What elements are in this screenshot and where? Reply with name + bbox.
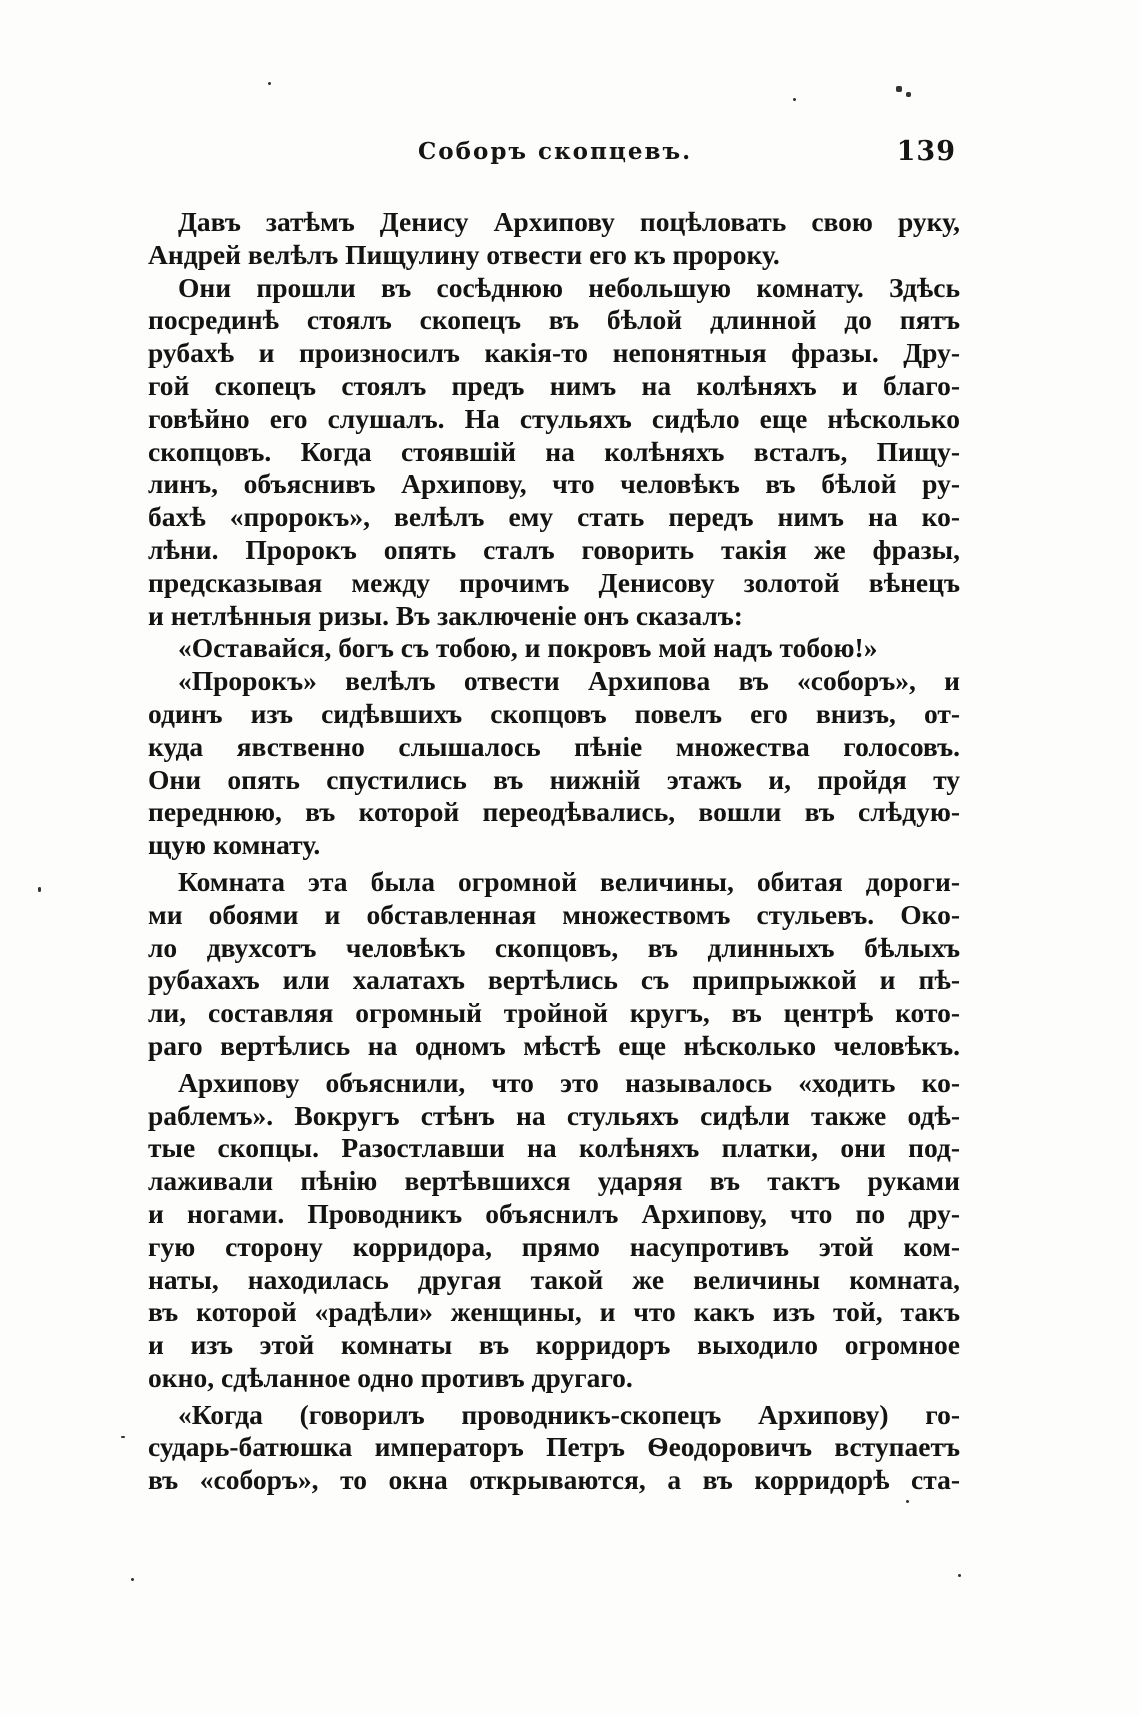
- print-speck: [906, 1500, 909, 1503]
- text-line: «Пророкъ» велѣлъ отвести Архипова въ «соборъ», и: [178, 665, 960, 697]
- text-line: раго вертѣлись на одномъ мѣстѣ еще нѣсколько человѣкъ.: [148, 1029, 960, 1061]
- paragraph: [148, 206, 960, 272]
- text-line: одинъ изъ сидѣвшихъ скопцовъ повелъ его внизъ, от-: [148, 697, 960, 729]
- text-line: «Когда (говорилъ проводникъ-скопецъ Архипову) го-: [178, 1398, 960, 1430]
- page-header: [148, 138, 956, 178]
- text-line: рубахѣ и произносилъ какія-то непонятныя фразы. Дру-: [148, 337, 960, 369]
- text-line: лѣни. Пророкъ опять сталъ говорить такія же фразы,: [148, 533, 960, 565]
- paragraph: [148, 632, 960, 665]
- text-line: въ которой «радѣли» женщины, и что какъ изъ той, такъ: [148, 1296, 960, 1328]
- text-line: переднюю, въ которой переодѣвались, вошли въ слѣдую-: [148, 796, 960, 828]
- text-line: рубахахъ или халатахъ вертѣлись съ припрыжкой и пѣ-: [148, 964, 960, 996]
- paragraph: [148, 1399, 960, 1497]
- text-line: и нетлѣнныя ризы. Въ заключеніе онъ сказалъ:: [148, 599, 743, 631]
- print-speck: [906, 92, 911, 97]
- text-line: окно, сдѣланное одно противъ другаго.: [148, 1361, 633, 1393]
- text-line: Андрей велѣлъ Пищулину отвести его къ пророку.: [148, 238, 780, 270]
- text-line: ми обоями и обставленная множествомъ стульевъ. Око-: [148, 898, 960, 930]
- text-line: щую комнату.: [148, 829, 321, 861]
- page-number: 139: [896, 136, 956, 167]
- text-line: гую сторону корридора, прямо насупротивъ этой ком-: [148, 1230, 960, 1262]
- text-line: сударь-батюшка императоръ Петръ Ѳеодоровичъ вступаетъ: [148, 1431, 960, 1463]
- paragraph: [148, 665, 960, 862]
- text-line: «Оставайся, богъ съ тобою, и покровъ мой надъ тобою!»: [178, 632, 878, 664]
- print-speck: [268, 82, 271, 85]
- text-line: линъ, объяснивъ Архипову, что человѣкъ въ бѣлой ру-: [148, 468, 960, 500]
- text-line: раблемъ». Вокругъ стѣнъ на стульяхъ сидѣли также одѣ-: [148, 1099, 960, 1131]
- text-line: Комната эта была огромной величины, обитая дороги-: [178, 865, 960, 897]
- text-line: Давъ затѣмъ Денису Архипову поцѣловать свою руку,: [178, 206, 960, 237]
- text-line: гой скопецъ стоялъ предъ нимъ на колѣняхъ и благо-: [148, 369, 960, 401]
- text-line: ло двухсотъ человѣкъ скопцовъ, въ длинныхъ бѣлыхъ: [148, 931, 960, 963]
- text-line: Они прошли въ сосѣднюю небольшую комнату. Здѣсь: [178, 271, 960, 303]
- text-line: посрединѣ стоялъ скопецъ въ бѣлой длинной до пятъ: [148, 304, 960, 336]
- paragraph: [148, 272, 960, 633]
- text-line: тые скопцы. Разостлавши на колѣняхъ платки, они под-: [148, 1132, 960, 1164]
- text-line: и изъ этой комнаты въ корридоръ выходило огромное: [148, 1329, 960, 1361]
- text-line: наты, находилась другая такой же величины комната,: [148, 1263, 960, 1295]
- print-speck: [958, 1574, 961, 1577]
- text-line: предсказывая между прочимъ Денисову золотой вѣнецъ: [148, 566, 960, 598]
- running-title: Соборъ скопцевъ.: [418, 138, 693, 165]
- text-line: ли, составляя огромный тройной кругъ, въ центрѣ кото-: [148, 997, 960, 1029]
- print-speck: [793, 98, 796, 101]
- body-text: [148, 206, 960, 1497]
- text-line: лаживали пѣнію вертѣвшихся ударяя въ тактъ руками: [148, 1165, 960, 1197]
- text-line: говѣйно его слушалъ. На стульяхъ сидѣло еще нѣсколько: [148, 402, 960, 434]
- print-speck: [38, 887, 41, 892]
- paragraph: [148, 1067, 960, 1395]
- text-line: бахѣ «пророкъ», велѣлъ ему стать передъ нимъ на ко-: [148, 501, 960, 533]
- print-speck: [896, 86, 902, 92]
- paragraph: [148, 866, 960, 1063]
- print-speck: [131, 1578, 134, 1581]
- text-line: скопцовъ. Когда стоявшій на колѣняхъ всталъ, Пищу-: [148, 435, 960, 467]
- print-speck: [121, 1436, 125, 1438]
- text-line: въ «соборъ», то окна открываются, а въ корридорѣ ста-: [148, 1464, 960, 1496]
- text-line: Они опять спустились въ нижній этажъ и, пройдя ту: [148, 763, 960, 795]
- text-line: Архипову объяснили, что это называлось «ходить ко-: [178, 1066, 960, 1098]
- text-line: и ногами. Проводникъ объяснилъ Архипову, что по дру-: [148, 1197, 960, 1229]
- text-line: куда явственно слышалось пѣніе множества голосовъ.: [148, 730, 960, 762]
